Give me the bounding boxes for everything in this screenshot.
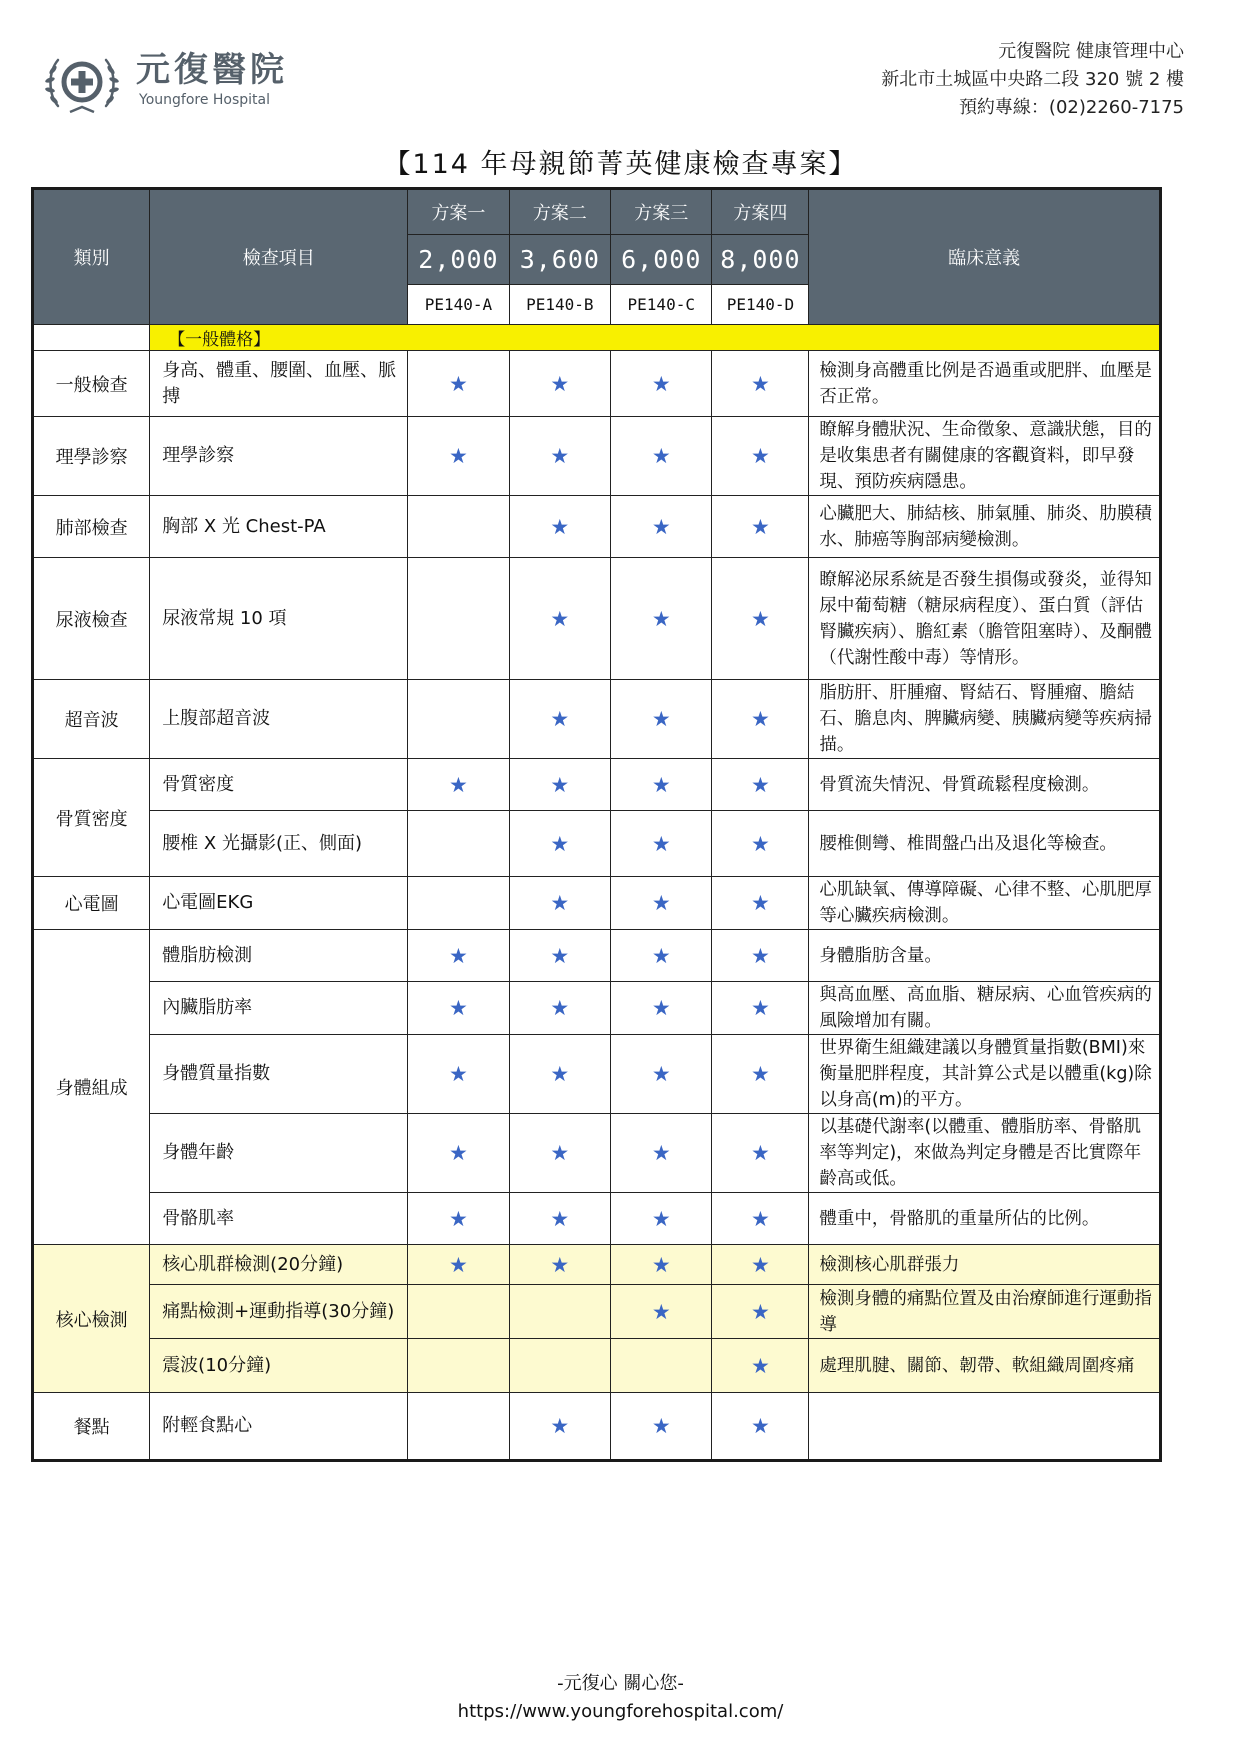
star-icon: ★ <box>651 1299 671 1324</box>
category-cell: 核心檢測 <box>33 1245 150 1393</box>
plan-inclusion-cell <box>509 877 610 930</box>
hospital-phone: 預約專線：(02)2260-7175 <box>958 97 1184 118</box>
exam-item-cell: 上腹部超音波 <box>150 680 408 759</box>
document-title: 【114 年母親節菁英健康檢查專案】 <box>383 149 858 180</box>
logo-name-chinese: 元復醫院 <box>136 50 288 90</box>
exam-item-cell: 震波(10分鐘) <box>150 1339 408 1393</box>
star-icon: ★ <box>550 444 570 468</box>
exam-item-cell: 身高、體重、腰圍、血壓、脈搏 <box>150 351 408 417</box>
star-icon: ★ <box>750 831 770 856</box>
section-row <box>33 325 1161 351</box>
plan-inclusion-cell <box>712 1393 809 1461</box>
star-icon: ★ <box>550 371 570 396</box>
plan-inclusion-cell <box>408 1035 509 1114</box>
exam-item-cell: 心電圖EKG <box>150 877 408 930</box>
star-icon: ★ <box>449 1206 468 1231</box>
category-cell: 餐點 <box>33 1393 150 1461</box>
star-icon: ★ <box>651 996 671 1020</box>
clinical-meaning-cell: 身體脂肪含量。 <box>809 930 1161 982</box>
plan-inclusion-cell <box>611 759 712 811</box>
plan-inclusion-cell <box>611 1035 712 1114</box>
category-cell: 理學診察 <box>33 417 150 496</box>
table-row <box>33 1285 1161 1339</box>
plan-price: 8,000 <box>712 235 809 285</box>
clinical-meaning-cell: 檢測核心肌群張力 <box>809 1245 1161 1285</box>
exam-item-cell: 尿液常規 10 項 <box>150 558 408 680</box>
plan-inclusion-cell <box>408 558 509 680</box>
star-icon: ★ <box>651 1141 671 1165</box>
plan-inclusion-cell <box>408 930 509 982</box>
plan-inclusion-cell <box>611 417 712 496</box>
plan-inclusion-cell <box>712 1193 809 1245</box>
star-icon: ★ <box>750 514 770 539</box>
star-icon: ★ <box>550 1414 570 1438</box>
star-icon: ★ <box>651 707 671 731</box>
star-icon: ★ <box>550 514 570 539</box>
plan-inclusion-cell <box>611 982 712 1035</box>
star-icon: ★ <box>449 772 468 797</box>
clinical-meaning-cell <box>809 1393 1161 1461</box>
star-icon: ★ <box>550 891 570 915</box>
header-clinical-meaning: 臨床意義 <box>809 189 1161 325</box>
plan-inclusion-cell <box>509 1114 610 1193</box>
star-icon: ★ <box>550 1252 570 1277</box>
plan-inclusion-cell <box>408 351 509 417</box>
header-category: 類別 <box>33 189 150 325</box>
star-icon: ★ <box>651 1414 671 1438</box>
star-icon: ★ <box>449 996 468 1020</box>
table-row <box>33 558 1161 680</box>
plan-price: 2,000 <box>408 235 509 285</box>
plan-inclusion-cell <box>712 680 809 759</box>
table-row <box>33 680 1161 759</box>
exam-item-cell: 身體年齡 <box>150 1114 408 1193</box>
plan-inclusion-cell <box>408 1285 509 1339</box>
clinical-meaning-cell: 以基礎代謝率(以體重、體脂肪率、骨骼肌率等判定)，來做為判定身體是否比實際年齡高或低。 <box>809 1114 1161 1193</box>
star-icon: ★ <box>651 1252 671 1277</box>
table-row <box>33 982 1161 1035</box>
table-row <box>33 1035 1161 1114</box>
plan-inclusion-cell <box>712 351 809 417</box>
header-item: 檢查項目 <box>150 189 408 325</box>
star-icon: ★ <box>651 514 671 539</box>
star-icon: ★ <box>750 1414 770 1438</box>
plan-inclusion-cell <box>509 496 610 558</box>
exam-item-cell: 附輕食點心 <box>150 1393 408 1461</box>
plan-inclusion-cell <box>712 930 809 982</box>
plan-inclusion-cell <box>509 1193 610 1245</box>
section-spacer <box>33 325 150 351</box>
plan-inclusion-cell <box>408 496 509 558</box>
star-icon: ★ <box>750 772 770 797</box>
star-icon: ★ <box>750 1299 770 1324</box>
table-row <box>33 1245 1161 1285</box>
plan-inclusion-cell <box>611 1339 712 1393</box>
plan-inclusion-cell <box>509 982 610 1035</box>
plan-name: 方案二 <box>509 189 610 235</box>
star-icon: ★ <box>750 1141 770 1165</box>
exam-item-cell: 胸部 X 光 Chest-PA <box>150 496 408 558</box>
clinical-meaning-cell: 瞭解泌尿系統是否發生損傷或發炎，並得知尿中葡萄糖（糖尿病程度）、蛋白質（評估腎臟疾病）、膽紅素（膽管阻塞時）、及酮體（代謝性酸中毒）等情形。 <box>809 558 1161 680</box>
plan-inclusion-cell <box>611 1245 712 1285</box>
plan-inclusion-cell <box>712 1339 809 1393</box>
table-row <box>33 1193 1161 1245</box>
logo-name-english: Youngfore Hospital <box>139 92 271 108</box>
star-icon: ★ <box>550 1206 570 1231</box>
plan-name: 方案四 <box>712 189 809 235</box>
star-icon: ★ <box>550 996 570 1020</box>
star-icon: ★ <box>550 772 570 797</box>
footer-slogan: -元復心 關心您- <box>557 1673 684 1694</box>
table-row <box>33 417 1161 496</box>
plan-inclusion-cell <box>408 1339 509 1393</box>
plan-code: PE140-D <box>712 285 809 325</box>
plan-inclusion-cell <box>509 1245 610 1285</box>
plan-inclusion-cell <box>611 811 712 877</box>
clinical-meaning-cell: 處理肌腱、關節、韌帶、軟組織周圍疼痛 <box>809 1339 1161 1393</box>
clinical-meaning-cell: 世界衛生組織建議以身體質量指數(BMI)來衡量肥胖程度，其計算公式是以體重(kg)除以身高(m)的平方。 <box>809 1035 1161 1114</box>
plan-inclusion-cell <box>509 759 610 811</box>
plan-inclusion-cell <box>712 1245 809 1285</box>
star-icon: ★ <box>449 1141 468 1165</box>
plan-inclusion-cell <box>712 417 809 496</box>
star-icon: ★ <box>750 371 770 396</box>
plan-inclusion-cell <box>509 1393 610 1461</box>
exam-item-cell: 核心肌群檢測(20分鐘) <box>150 1245 408 1285</box>
plan-inclusion-cell <box>611 1114 712 1193</box>
hospital-address: 新北市土城區中央路二段 320 號 2 樓 <box>881 69 1184 90</box>
star-icon: ★ <box>651 444 671 468</box>
exam-item-cell: 內臟脂肪率 <box>150 982 408 1035</box>
table-row <box>33 1339 1161 1393</box>
clinical-meaning-cell: 腰椎側彎、椎間盤凸出及退化等檢查。 <box>809 811 1161 877</box>
plan-price: 6,000 <box>611 235 712 285</box>
table-body <box>33 325 1161 1461</box>
plan-inclusion-cell <box>712 759 809 811</box>
star-icon: ★ <box>750 996 770 1020</box>
table-row <box>33 496 1161 558</box>
hospital-info <box>881 38 1184 122</box>
star-icon: ★ <box>550 943 570 968</box>
star-icon: ★ <box>651 606 671 631</box>
plan-inclusion-cell <box>611 351 712 417</box>
clinical-meaning-cell: 心臟肥大、肺結核、肺氣腫、肺炎、肋膜積水、肺癌等胸部病變檢測。 <box>809 496 1161 558</box>
plan-inclusion-cell <box>712 1035 809 1114</box>
star-icon: ★ <box>550 1141 570 1165</box>
clinical-meaning-cell: 檢測身體的痛點位置及由治療師進行運動指導 <box>809 1285 1161 1339</box>
checkup-plan-table <box>31 187 1162 1462</box>
category-cell: 肺部檢查 <box>33 496 150 558</box>
plan-inclusion-cell <box>611 558 712 680</box>
clinical-meaning-cell: 體重中，骨骼肌的重量所佔的比例。 <box>809 1193 1161 1245</box>
star-icon: ★ <box>750 444 770 468</box>
star-icon: ★ <box>449 444 468 468</box>
plan-inclusion-cell <box>509 1285 610 1339</box>
plan-inclusion-cell <box>408 759 509 811</box>
hospital-emblem-icon <box>44 48 120 118</box>
plan-inclusion-cell <box>509 680 610 759</box>
clinical-meaning-cell: 脂肪肝、肝腫瘤、腎結石、腎腫瘤、膽結石、膽息肉、脾臟病變、胰臟病變等疾病掃描。 <box>809 680 1161 759</box>
star-icon: ★ <box>550 606 570 631</box>
plan-inclusion-cell <box>408 680 509 759</box>
plan-inclusion-cell <box>712 496 809 558</box>
star-icon: ★ <box>550 831 570 856</box>
clinical-meaning-cell: 瞭解身體狀況、生命徵象、意識狀態，目的是收集患者有關健康的客觀資料，即早發現、預防疾病隱患。 <box>809 417 1161 496</box>
table-row <box>33 759 1161 811</box>
table-row <box>33 1393 1161 1461</box>
star-icon: ★ <box>750 1062 770 1086</box>
star-icon: ★ <box>651 772 671 797</box>
exam-item-cell: 體脂肪檢測 <box>150 930 408 982</box>
hospital-org: 元復醫院 健康管理中心 <box>998 41 1184 62</box>
section-label: 【一般體格】 <box>150 325 1161 351</box>
star-icon: ★ <box>449 1062 468 1086</box>
plan-inclusion-cell <box>509 930 610 982</box>
star-icon: ★ <box>750 1353 770 1378</box>
plan-inclusion-cell <box>509 811 610 877</box>
category-cell: 骨質密度 <box>33 759 150 877</box>
plan-inclusion-cell <box>408 877 509 930</box>
table-row <box>33 930 1161 982</box>
star-icon: ★ <box>750 943 770 968</box>
star-icon: ★ <box>550 707 570 731</box>
clinical-meaning-cell: 與高血壓、高血脂、糖尿病、心血管疾病的風險增加有關。 <box>809 982 1161 1035</box>
plan-inclusion-cell <box>408 1193 509 1245</box>
plan-inclusion-cell <box>408 1114 509 1193</box>
plan-code: PE140-A <box>408 285 509 325</box>
star-icon: ★ <box>651 831 671 856</box>
star-icon: ★ <box>449 943 468 968</box>
exam-item-cell: 身體質量指數 <box>150 1035 408 1114</box>
category-cell: 尿液檢查 <box>33 558 150 680</box>
star-icon: ★ <box>651 1206 671 1231</box>
plan-inclusion-cell <box>408 1393 509 1461</box>
plan-inclusion-cell <box>611 1285 712 1339</box>
plan-inclusion-cell <box>611 877 712 930</box>
star-icon: ★ <box>750 891 770 915</box>
table-row <box>33 351 1161 417</box>
plan-inclusion-cell <box>408 811 509 877</box>
star-icon: ★ <box>750 1252 770 1277</box>
plan-inclusion-cell <box>611 680 712 759</box>
plan-inclusion-cell <box>712 811 809 877</box>
plan-price: 3,600 <box>509 235 610 285</box>
clinical-meaning-cell: 骨質流失情況、骨質疏鬆程度檢測。 <box>809 759 1161 811</box>
clinical-meaning-cell: 檢測身高體重比例是否過重或肥胖、血壓是否正常。 <box>809 351 1161 417</box>
plan-inclusion-cell <box>509 1035 610 1114</box>
plan-inclusion-cell <box>408 1245 509 1285</box>
category-cell: 一般檢查 <box>33 351 150 417</box>
exam-item-cell: 骨質密度 <box>150 759 408 811</box>
footer-url: https://www.youngforehospital.com/ <box>457 1701 784 1722</box>
plan-inclusion-cell <box>408 982 509 1035</box>
table-row <box>33 877 1161 930</box>
star-icon: ★ <box>449 371 468 396</box>
plan-name: 方案一 <box>408 189 509 235</box>
plan-inclusion-cell <box>611 1393 712 1461</box>
star-icon: ★ <box>750 1206 770 1231</box>
star-icon: ★ <box>651 943 671 968</box>
exam-item-cell: 痛點檢測+運動指導(30分鐘) <box>150 1285 408 1339</box>
category-cell: 超音波 <box>33 680 150 759</box>
plan-inclusion-cell <box>712 558 809 680</box>
star-icon: ★ <box>449 1252 468 1277</box>
plan-inclusion-cell <box>712 1285 809 1339</box>
star-icon: ★ <box>651 891 671 915</box>
plan-inclusion-cell <box>509 351 610 417</box>
plan-inclusion-cell <box>611 496 712 558</box>
plan-inclusion-cell <box>611 930 712 982</box>
clinical-meaning-cell: 心肌缺氧、傳導障礙、心律不整、心肌肥厚等心臟疾病檢測。 <box>809 877 1161 930</box>
star-icon: ★ <box>750 606 770 631</box>
exam-item-cell: 理學診察 <box>150 417 408 496</box>
hospital-logo <box>44 48 294 118</box>
plan-inclusion-cell <box>509 1339 610 1393</box>
table-row <box>33 1114 1161 1193</box>
plan-inclusion-cell <box>712 877 809 930</box>
star-icon: ★ <box>651 1062 671 1086</box>
star-icon: ★ <box>550 1062 570 1086</box>
plan-inclusion-cell <box>611 1193 712 1245</box>
plan-code: PE140-B <box>509 285 610 325</box>
exam-item-cell: 腰椎 X 光攝影(正、側面) <box>150 811 408 877</box>
category-cell: 心電圖 <box>33 877 150 930</box>
plan-code: PE140-C <box>611 285 712 325</box>
table-row <box>33 811 1161 877</box>
plan-inclusion-cell <box>509 558 610 680</box>
plan-inclusion-cell <box>408 417 509 496</box>
category-cell: 身體組成 <box>33 930 150 1245</box>
star-icon: ★ <box>750 707 770 731</box>
plan-inclusion-cell <box>712 982 809 1035</box>
plan-inclusion-cell <box>509 417 610 496</box>
star-icon: ★ <box>651 371 671 396</box>
exam-item-cell: 骨骼肌率 <box>150 1193 408 1245</box>
plan-inclusion-cell <box>712 1114 809 1193</box>
plan-name: 方案三 <box>611 189 712 235</box>
footer <box>0 1670 1241 1726</box>
